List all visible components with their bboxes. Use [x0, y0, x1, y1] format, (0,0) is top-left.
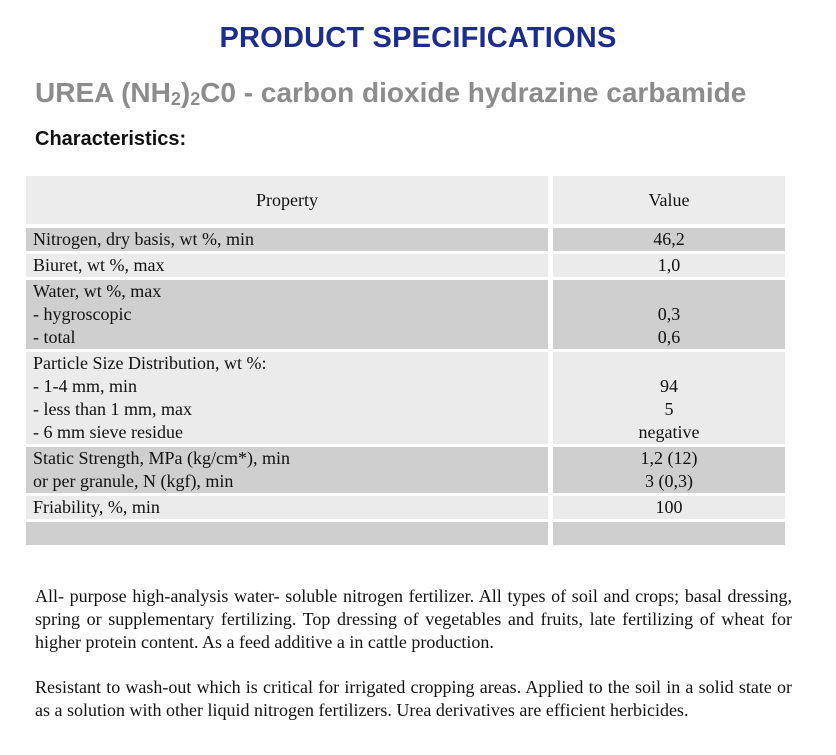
value-line: 1,0: [657, 255, 681, 275]
table-header-row: [26, 176, 785, 228]
value-cell: [553, 228, 785, 254]
table-row: [26, 280, 785, 352]
value-line: 5: [664, 399, 674, 419]
property-line: Friability, %, min: [33, 497, 160, 517]
value-line: 0,6: [657, 327, 681, 347]
value-line: [553, 352, 785, 375]
property-cell: [26, 447, 553, 496]
product-subtitle: [35, 77, 746, 110]
description-paragraph-1: All- purpose high-analysis water- soluble nitrogen fertilizer. All types of soil and crops; basal dressing, spring or supplementary fertilizing. Top dressing of vegetables and fruits, late fertilizing of wheat for higher protein content. As a feed additive a in cattle production.: [35, 586, 792, 652]
property-line: Water, wt %, max: [33, 281, 162, 301]
property-line: Nitrogen, dry basis, wt %, min: [33, 229, 254, 249]
value-line: 46,2: [653, 229, 685, 249]
property-line: Particle Size Distribution, wt %:: [33, 353, 267, 373]
table-body: [26, 228, 785, 548]
property-cell: [26, 352, 553, 447]
subtitle-subscript-1: 2: [170, 89, 181, 109]
value-cell: [553, 447, 785, 496]
value-cell: [553, 352, 785, 447]
property-cell: [26, 496, 553, 522]
column-header-value: Value: [553, 176, 785, 228]
property-line: - hygroscopic: [33, 304, 132, 324]
value-line: 100: [655, 497, 683, 517]
property-line: Static Strength, MPa (kg/cm*), min: [33, 448, 290, 468]
description-paragraph-2: Resistant to wash-out which is critical for irrigated cropping areas. Applied to the soil in a solid state or as a solution with other liquid nitrogen fertilizers. Urea derivatives are efficient herbicides.: [35, 677, 792, 720]
value-line: 3 (0,3): [645, 471, 693, 491]
value-line: [553, 280, 785, 303]
table-row: [26, 352, 785, 447]
property-cell: [26, 254, 553, 280]
property-cell: [26, 522, 553, 548]
page-title: PRODUCT SPECIFICATIONS: [219, 22, 617, 54]
column-header-property: Property: [26, 176, 553, 228]
property-line: - 6 mm sieve residue: [33, 422, 183, 442]
property-cell: [26, 228, 553, 254]
property-line: - 1-4 mm, min: [33, 376, 137, 396]
property-line: or per granule, N (kgf), min: [33, 471, 234, 491]
value-cell: [553, 254, 785, 280]
specifications-table: [26, 176, 785, 548]
subtitle-suffix: C0 - carbon dioxide hydrazine carbamide: [200, 77, 747, 108]
property-line: - total: [33, 327, 76, 347]
value-cell: [553, 522, 785, 548]
property-cell: [26, 280, 553, 352]
value-cell: [553, 496, 785, 522]
table-row: [26, 496, 785, 522]
table-row: [26, 447, 785, 496]
value-line: 1,2 (12): [640, 448, 698, 468]
subtitle-prefix: UREA (NH: [35, 77, 171, 108]
value-line: 94: [660, 376, 678, 396]
table-row: [26, 228, 785, 254]
property-line: - less than 1 mm, max: [33, 399, 192, 419]
value-line: negative: [638, 422, 700, 442]
value-line: 0,3: [657, 304, 681, 324]
subtitle-mid: ): [180, 77, 191, 108]
value-cell: [553, 280, 785, 352]
table-row: [26, 522, 785, 548]
characteristics-heading: Characteristics:: [35, 128, 187, 150]
property-line: Biuret, wt %, max: [33, 255, 165, 275]
subtitle-subscript-2: 2: [190, 89, 201, 109]
table-row: [26, 254, 785, 280]
